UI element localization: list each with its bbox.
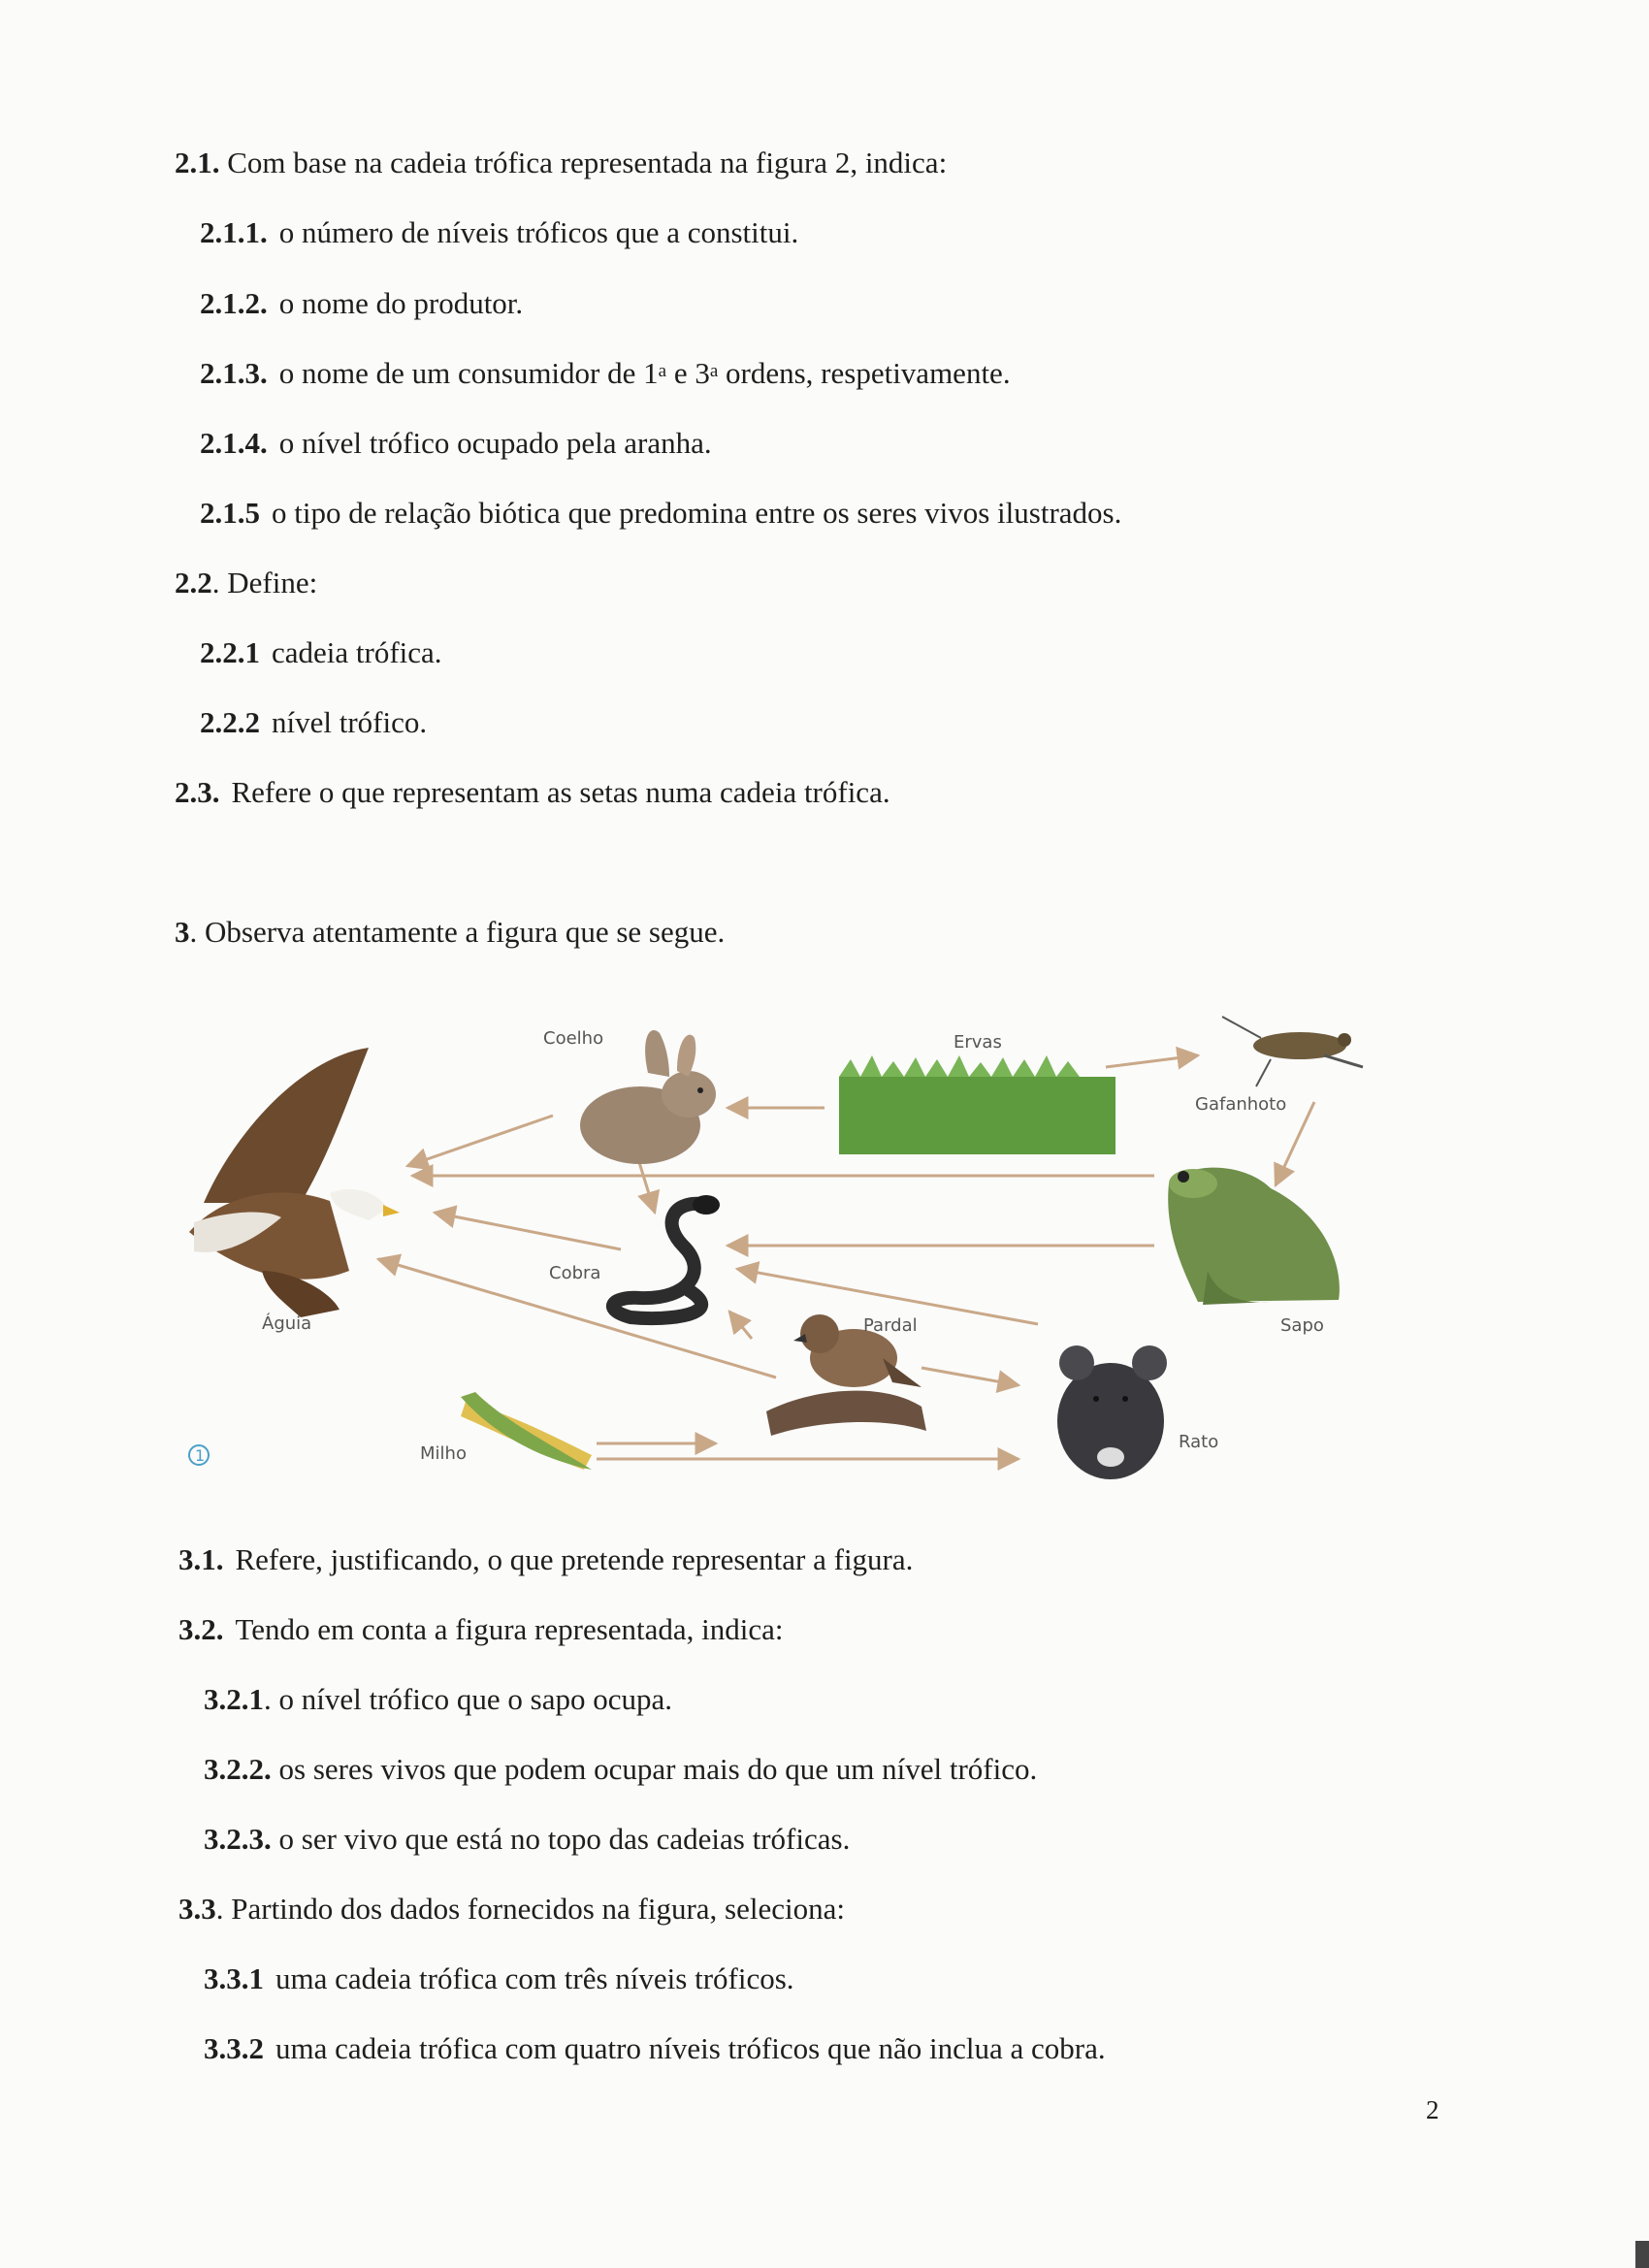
arrow-cobra-aguia — [435, 1213, 621, 1249]
question-3-2-1 — [204, 1680, 672, 1719]
question-3-1 — [178, 1540, 913, 1579]
question-number: 2.1.4. — [200, 426, 268, 460]
question-number: 3.2.2. — [204, 1752, 272, 1786]
question-3-2-2 — [204, 1750, 1037, 1789]
eagle-illustration — [189, 1048, 400, 1317]
question-number: 2.1.2. — [200, 286, 268, 320]
question-text: Com base na cadeia trófica representada na figura 2, indica: — [227, 146, 948, 179]
question-number: 2.2.1 — [200, 635, 260, 669]
arrow-ervas-gafanhoto — [1106, 1055, 1198, 1067]
question-number: 3.3.2 — [204, 2031, 264, 2065]
question-2-1-4 — [200, 424, 712, 463]
question-text: o nível trófico ocupado pela aranha. — [278, 426, 712, 460]
question-number: 3.2. — [178, 1612, 224, 1646]
snake-illustration — [613, 1195, 720, 1318]
scan-edge-mark — [1635, 2241, 1649, 2268]
figure-number: 1 — [195, 1446, 206, 1465]
label-milho: Milho — [420, 1443, 467, 1464]
question-number: 2.1.5 — [200, 496, 260, 530]
label-aguia: Águia — [262, 1313, 312, 1334]
question-text: Tendo em conta a figura representada, indica: — [235, 1612, 784, 1646]
question-2-1-3 — [200, 354, 1011, 393]
question-number: 2.3. — [175, 775, 220, 809]
figure-number-badge — [189, 1445, 209, 1465]
ordinal-superscript: a — [709, 361, 719, 381]
question-text: uma cadeia trófica com três níveis tróficos. — [275, 1961, 794, 1995]
question-text: o número de níveis tróficos que a constitui. — [278, 215, 799, 249]
question-2-1-5 — [200, 494, 1121, 533]
question-text: Refere, justificando, o que pretende representar a figura. — [235, 1542, 914, 1576]
question-3-3-2 — [204, 2029, 1106, 2068]
question-number: 2.1. — [175, 146, 220, 179]
question-2-1 — [175, 144, 947, 182]
question-2-2 — [175, 564, 317, 602]
question-number: 3.3 — [178, 1892, 216, 1926]
question-3 — [175, 913, 725, 952]
arrow-coelho-aguia — [407, 1116, 553, 1166]
rabbit-illustration — [580, 1030, 716, 1164]
label-ervas: Ervas — [954, 1032, 1002, 1053]
page-number: 2 — [1426, 2095, 1439, 2124]
arrow-pardal-cobra — [729, 1312, 752, 1339]
question-text: cadeia trófica. — [272, 635, 442, 669]
question-number: 3.2.1 — [204, 1682, 264, 1716]
question-number: 2.1.1. — [200, 215, 268, 249]
mouse-illustration — [1057, 1345, 1167, 1479]
ordinal-superscript: a — [658, 361, 667, 381]
question-number: 3.1. — [178, 1542, 224, 1576]
question-text: o nome do produtor. — [278, 286, 524, 320]
question-2-1-1 — [200, 213, 798, 252]
question-number: 3.3.1 — [204, 1961, 264, 1995]
food-web-figure — [184, 980, 1387, 1484]
question-number: 2.1.3. — [200, 356, 268, 390]
question-3-2 — [178, 1610, 784, 1649]
question-number: 2.2 — [175, 566, 212, 599]
question-2-2-2 — [200, 703, 427, 742]
question-text: . o nível trófico que o sapo ocupa. — [264, 1682, 672, 1716]
corn-illustration — [461, 1392, 592, 1470]
label-coelho: Coelho — [543, 1028, 604, 1049]
question-2-2-1 — [200, 633, 442, 672]
frog-illustration — [1168, 1168, 1340, 1305]
question-3-3 — [178, 1890, 845, 1928]
question-text: nível trófico. — [272, 705, 428, 739]
question-text: o tipo de relação biótica que predomina entre os seres vivos ilustrados. — [272, 496, 1122, 530]
grass-illustration — [839, 1055, 1116, 1154]
question-2-1-2 — [200, 284, 523, 323]
question-text: o ser vivo que está no topo das cadeias tróficas. — [278, 1822, 851, 1856]
question-2-3 — [175, 773, 890, 812]
question-text-part: e 3 — [666, 356, 710, 390]
question-text: os seres vivos que podem ocupar mais do que um nível trófico. — [278, 1752, 1038, 1786]
label-pardal: Pardal — [863, 1315, 918, 1336]
question-3-2-3 — [204, 1820, 850, 1859]
question-text: Refere o que representam as setas numa cadeia trófica. — [231, 775, 890, 809]
question-number: 3 — [175, 915, 190, 949]
question-text-part: o nome de um consumidor de 1 — [278, 356, 659, 390]
label-rato: Rato — [1179, 1432, 1219, 1452]
arrow-coelho-cobra — [638, 1159, 655, 1213]
label-cobra: Cobra — [549, 1263, 601, 1283]
arrow-pardal-rato — [922, 1368, 1018, 1385]
question-3-3-1 — [204, 1960, 794, 1998]
question-text-part: ordens, respetivamente. — [718, 356, 1011, 390]
question-text: . Define: — [211, 566, 318, 599]
grasshopper-illustration — [1222, 1017, 1363, 1086]
question-number: 3.2.3. — [204, 1822, 272, 1856]
label-gafanhoto: Gafanhoto — [1195, 1094, 1287, 1115]
question-text: uma cadeia trófica com quatro níveis tróficos que não inclua a cobra. — [275, 2031, 1106, 2065]
question-text: . Observa atentamente a figura que se segue. — [189, 915, 726, 949]
question-text: . Partindo dos dados fornecidos na figura, seleciona: — [215, 1892, 845, 1926]
label-sapo: Sapo — [1280, 1315, 1324, 1336]
question-number: 2.2.2 — [200, 705, 260, 739]
